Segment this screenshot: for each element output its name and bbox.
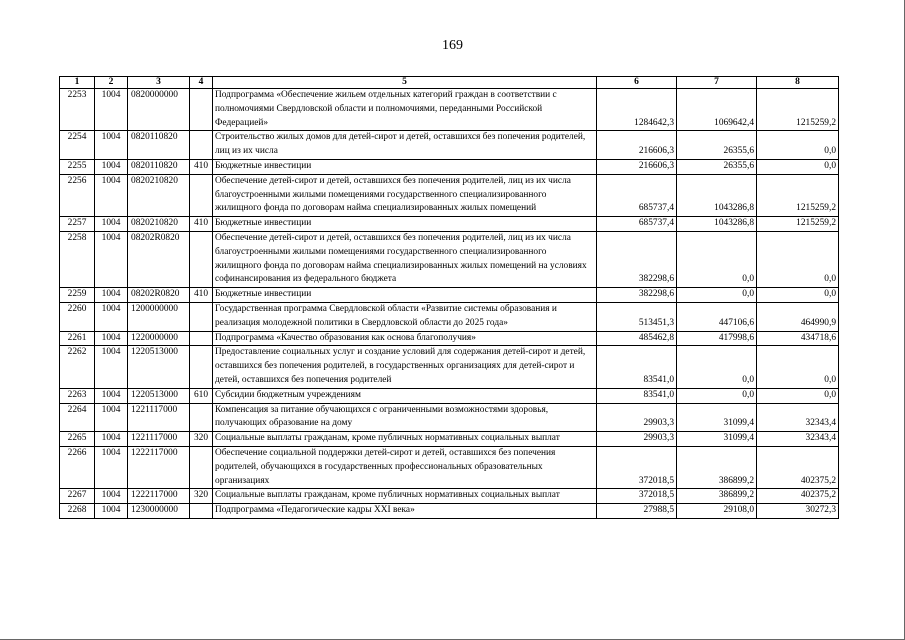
- amount-col8: 0,0: [757, 288, 839, 303]
- amount-col8: 0,0: [757, 231, 839, 287]
- amount-col8: 434718,6: [757, 331, 839, 346]
- amount-col6: 685737,4: [597, 174, 677, 216]
- page-number: 169: [442, 38, 463, 53]
- item-name: Бюджетные инвестиции: [213, 217, 597, 232]
- section-code: 1004: [95, 388, 128, 403]
- table-row: [60, 403, 839, 432]
- section-code: 1004: [95, 174, 128, 216]
- table-row: [60, 174, 839, 216]
- section-code: 1004: [95, 489, 128, 504]
- row-number: 2265: [60, 432, 95, 447]
- amount-col7: 31099,4: [677, 432, 757, 447]
- section-code: 1004: [95, 288, 128, 303]
- section-code: 1004: [95, 302, 128, 331]
- expense-type: [190, 346, 213, 388]
- amount-col7: 0,0: [677, 231, 757, 287]
- row-number: 2258: [60, 231, 95, 287]
- row-number: 2266: [60, 446, 95, 488]
- amount-col6: 513451,3: [597, 302, 677, 331]
- amount-col8: 0,0: [757, 346, 839, 388]
- amount-col8: 32343,4: [757, 403, 839, 432]
- section-code: 1004: [95, 432, 128, 447]
- amount-col7: 386899,2: [677, 489, 757, 504]
- target-code: 1221117000: [128, 432, 190, 447]
- expense-type: [190, 131, 213, 160]
- table-row: [60, 302, 839, 331]
- column-header: 6: [597, 77, 677, 89]
- section-code: 1004: [95, 231, 128, 287]
- expense-type: [190, 403, 213, 432]
- item-name: Компенсация за питание обучающихся с ограниченными возможностями здоровья, получающих образование на дому: [213, 403, 597, 432]
- item-name: Строительство жилых домов для детей-сирот и детей, оставшихся без попечения родителей, лиц из их числа: [213, 131, 597, 160]
- amount-col8: 402375,2: [757, 489, 839, 504]
- amount-col7: 29108,0: [677, 504, 757, 519]
- budget-table: [59, 76, 839, 519]
- row-number: 2264: [60, 403, 95, 432]
- target-code: 1220513000: [128, 346, 190, 388]
- table-row: [60, 346, 839, 388]
- item-name: Бюджетные инвестиции: [213, 288, 597, 303]
- expense-type: [190, 231, 213, 287]
- table-row: [60, 288, 839, 303]
- expense-type: 320: [190, 432, 213, 447]
- column-header: 4: [190, 77, 213, 89]
- target-code: 1222117000: [128, 489, 190, 504]
- table-row: [60, 432, 839, 447]
- amount-col8: 0,0: [757, 388, 839, 403]
- amount-col7: 0,0: [677, 288, 757, 303]
- row-number: 2267: [60, 489, 95, 504]
- amount-col7: 0,0: [677, 388, 757, 403]
- amount-col6: 216606,3: [597, 131, 677, 160]
- row-number: 2260: [60, 302, 95, 331]
- amount-col6: 29903,3: [597, 432, 677, 447]
- table-row: [60, 159, 839, 174]
- table-header-row: [60, 77, 839, 89]
- table-row: [60, 446, 839, 488]
- amount-col7: 417998,6: [677, 331, 757, 346]
- amount-col8: 1215259,2: [757, 174, 839, 216]
- amount-col7: 1043286,8: [677, 174, 757, 216]
- expense-type: 410: [190, 159, 213, 174]
- expense-type: 410: [190, 217, 213, 232]
- amount-col8: 0,0: [757, 131, 839, 160]
- item-name: Социальные выплаты гражданам, кроме публичных нормативных социальных выплат: [213, 489, 597, 504]
- expense-type: [190, 302, 213, 331]
- column-header: 3: [128, 77, 190, 89]
- amount-col6: 216606,3: [597, 159, 677, 174]
- target-code: 0820110820: [128, 131, 190, 160]
- column-header: 2: [95, 77, 128, 89]
- amount-col7: 1069642,4: [677, 89, 757, 131]
- expense-type: [190, 89, 213, 131]
- amount-col6: 83541,0: [597, 388, 677, 403]
- item-name: Социальные выплаты гражданам, кроме публичных нормативных социальных выплат: [213, 432, 597, 447]
- item-name: Обеспечение детей-сирот и детей, оставшихся без попечения родителей, лиц из их числа благоустроенными жилыми помещениями государственного специализированного жилищного фонда по договорам найма специализированных жилых помещений на условиях софинансирования из федерального бюджета: [213, 231, 597, 287]
- item-name: Предоставление социальных услуг и создание условий для содержания детей-сирот и детей, оставшихся без попечения родителей, в государственных организациях для детей-сирот и детей, оставшихся без попечения родителей: [213, 346, 597, 388]
- row-number: 2257: [60, 217, 95, 232]
- amount-col7: 31099,4: [677, 403, 757, 432]
- row-number: 2268: [60, 504, 95, 519]
- target-code: 1230000000: [128, 504, 190, 519]
- amount-col6: 29903,3: [597, 403, 677, 432]
- amount-col6: 83541,0: [597, 346, 677, 388]
- row-number: 2256: [60, 174, 95, 216]
- section-code: 1004: [95, 131, 128, 160]
- table-row: [60, 388, 839, 403]
- target-code: 0820210820: [128, 174, 190, 216]
- expense-type: [190, 504, 213, 519]
- table-row: [60, 231, 839, 287]
- target-code: 0820210820: [128, 217, 190, 232]
- section-code: 1004: [95, 331, 128, 346]
- item-name: Подпрограмма «Качество образования как основа благополучия»: [213, 331, 597, 346]
- amount-col8: 1215259,2: [757, 217, 839, 232]
- section-code: 1004: [95, 403, 128, 432]
- amount-col8: 1215259,2: [757, 89, 839, 131]
- amount-col7: 0,0: [677, 346, 757, 388]
- section-code: 1004: [95, 346, 128, 388]
- amount-col8: 0,0: [757, 159, 839, 174]
- target-code: 1220000000: [128, 331, 190, 346]
- table-row: [60, 89, 839, 131]
- target-code: 0820000000: [128, 89, 190, 131]
- amount-col8: 464990,9: [757, 302, 839, 331]
- amount-col6: 382298,6: [597, 288, 677, 303]
- row-number: 2255: [60, 159, 95, 174]
- expense-type: [190, 174, 213, 216]
- target-code: 1221117000: [128, 403, 190, 432]
- expense-type: 320: [190, 489, 213, 504]
- item-name: Подпрограмма «Педагогические кадры XXI века»: [213, 504, 597, 519]
- amount-col7: 447106,6: [677, 302, 757, 331]
- item-name: Бюджетные инвестиции: [213, 159, 597, 174]
- amount-col6: 372018,5: [597, 489, 677, 504]
- amount-col8: 32343,4: [757, 432, 839, 447]
- table-row: [60, 131, 839, 160]
- table-row: [60, 504, 839, 519]
- amount-col6: 485462,8: [597, 331, 677, 346]
- table-row: [60, 331, 839, 346]
- amount-col6: 372018,5: [597, 446, 677, 488]
- row-number: 2254: [60, 131, 95, 160]
- target-code: 08202R0820: [128, 288, 190, 303]
- column-header: 1: [60, 77, 95, 89]
- amount-col6: 1284642,3: [597, 89, 677, 131]
- item-name: Государственная программа Свердловской области «Развитие системы образования и реализация молодежной политики в Свердловской области до 2025 года»: [213, 302, 597, 331]
- section-code: 1004: [95, 159, 128, 174]
- amount-col8: 30272,3: [757, 504, 839, 519]
- column-header: 8: [757, 77, 839, 89]
- column-header: 5: [213, 77, 597, 89]
- row-number: 2263: [60, 388, 95, 403]
- expense-type: [190, 446, 213, 488]
- expense-type: [190, 331, 213, 346]
- column-header: 7: [677, 77, 757, 89]
- target-code: 08202R0820: [128, 231, 190, 287]
- section-code: 1004: [95, 504, 128, 519]
- amount-col6: 382298,6: [597, 231, 677, 287]
- amount-col7: 1043286,8: [677, 217, 757, 232]
- amount-col8: 402375,2: [757, 446, 839, 488]
- amount-col7: 26355,6: [677, 131, 757, 160]
- table-row: [60, 217, 839, 232]
- table-row: [60, 489, 839, 504]
- row-number: 2262: [60, 346, 95, 388]
- target-code: 1200000000: [128, 302, 190, 331]
- amount-col7: 26355,6: [677, 159, 757, 174]
- row-number: 2253: [60, 89, 95, 131]
- amount-col7: 386899,2: [677, 446, 757, 488]
- section-code: 1004: [95, 89, 128, 131]
- target-code: 1220513000: [128, 388, 190, 403]
- target-code: 1222117000: [128, 446, 190, 488]
- item-name: Обеспечение детей-сирот и детей, оставшихся без попечения родителей, лиц из их числа благоустроенными жилыми помещениями государственного специализированного жилищного фонда по договорам найма специализированных жилых помещений: [213, 174, 597, 216]
- expense-type: 410: [190, 288, 213, 303]
- item-name: Субсидии бюджетным учреждениям: [213, 388, 597, 403]
- table-body: [60, 89, 839, 519]
- row-number: 2261: [60, 331, 95, 346]
- section-code: 1004: [95, 446, 128, 488]
- amount-col6: 685737,4: [597, 217, 677, 232]
- section-code: 1004: [95, 217, 128, 232]
- amount-col6: 27988,5: [597, 504, 677, 519]
- target-code: 0820110820: [128, 159, 190, 174]
- item-name: Обеспечение социальной поддержки детей-сирот и детей, оставшихся без попечения родителей, обучающихся в государственных профессиональных образовательных организациях: [213, 446, 597, 488]
- expense-type: 610: [190, 388, 213, 403]
- item-name: Подпрограмма «Обеспечение жильем отдельных категорий граждан в соответствии с полномочиями Свердловской области и полномочиями, переданными Российской Федерацией»: [213, 89, 597, 131]
- row-number: 2259: [60, 288, 95, 303]
